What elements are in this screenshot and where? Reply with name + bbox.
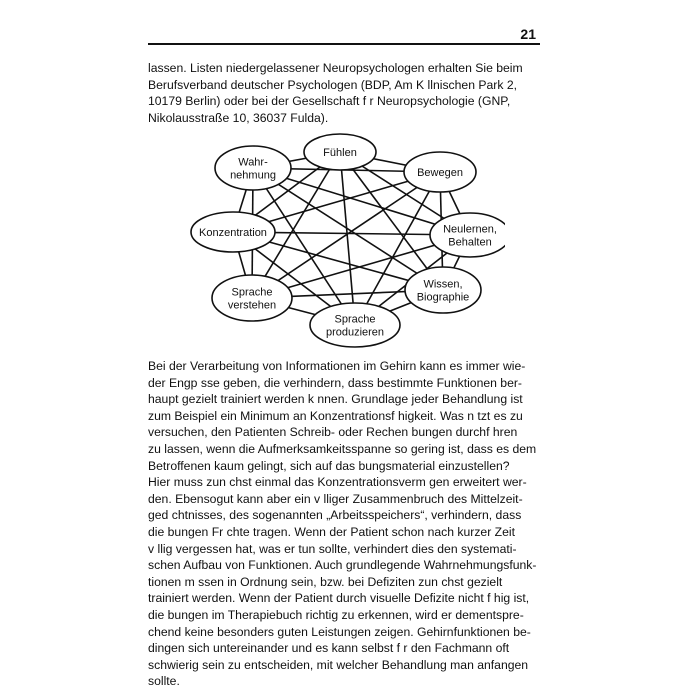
paragraph-main-line: v llig vergessen hat, was er tun sollte, verhindert dies den systemati-	[148, 541, 517, 556]
paragraph-main-line: Betroffenen kaum gelingt, sich auf das bungsmaterial einzustellen?	[148, 458, 510, 473]
diagram-node-konzentration	[191, 212, 275, 252]
paragraph-main-line: schwierig sein zu entscheiden, mit welcher Behandlung man anfangen	[148, 657, 529, 672]
paragraph-main-line: sollte.	[148, 674, 180, 689]
diagram-node-label: Behalten	[448, 236, 492, 249]
header-rule	[148, 43, 540, 45]
page-number: 21	[520, 26, 536, 42]
paragraph-main-line: zum Beispiel ein Minimum an Konzentrationsf higkeit. Was n tzt es zu	[148, 408, 523, 423]
paragraph-main-line: schen Aufbau von Funktionen. Auch grundlegende Wahrnehmungsfunk-	[148, 558, 537, 573]
paragraph-main-line: ged chtnisses, des sogenannten „Arbeitsspeichers“, verhindern, dass	[148, 508, 522, 523]
diagram-node-wissen	[405, 267, 481, 313]
diagram-node-bewegen	[404, 152, 476, 192]
paragraph-main-line: der Engp sse geben, die verhindern, dass bestimmte Funktionen ber-	[148, 375, 522, 390]
diagram-node-sprache-verstehen	[212, 275, 292, 321]
diagram-node-neulernen	[430, 213, 505, 257]
diagram-node-label: verstehen	[227, 299, 277, 312]
paragraph-main	[148, 358, 540, 690]
paragraph-main-line: tionen m ssen in Ordnung sein, bzw. bei Defiziten zun chst gezielt	[148, 574, 503, 589]
paragraph-main-line: Bei der Verarbeitung von Informationen im Gehirn kann es immer wie-	[148, 359, 526, 373]
diagram-node-wahrnehmung	[215, 146, 291, 190]
brain-functions-diagram	[185, 130, 505, 355]
diagram-node-label: Konzentration	[199, 227, 267, 239]
diagram-node-label: Wissen,	[423, 278, 463, 291]
paragraph-intro-line: 10179 Berlin) oder bei der Gesellschaft f r Neuropsychologie (GNP,	[148, 94, 511, 109]
diagram-node-fuehlen	[304, 134, 376, 170]
paragraph-main-line: zu lassen, wenn die Aufmerksamkeitsspanne so gering ist, dass es dem	[148, 441, 537, 456]
paragraph-main-line: haupt gezielt trainiert werden k nnen. Grundlage jeder Behandlung ist	[148, 392, 523, 407]
paragraph-main-line: dingen sich untereinander und es kann selbst f r den Fachmann oft	[148, 641, 510, 656]
diagram-node-label: Neulernen,	[443, 223, 497, 236]
diagram-node-label: Biographie	[416, 291, 470, 304]
paragraph-main-line: die bungen im Therapiebuch richtig zu erkennen, wird er dementspre-	[148, 607, 524, 622]
diagram-node-label: Fühlen	[323, 147, 357, 159]
paragraph-main-line: chend keine besonders guten Leistungen zeigen. Gehirnfunktionen be-	[148, 624, 531, 639]
paragraph-intro-line: Nikolausstraße 10, 36037 Fulda).	[148, 110, 329, 125]
paragraph-main-line: trainiert werden. Wenn der Patient durch visuelle Defizite nicht f hig ist,	[148, 591, 530, 606]
paragraph-main-line: Hier muss zun chst einmal das Konzentrationsverm gen erweitert wer-	[148, 475, 527, 490]
paragraph-intro	[148, 60, 540, 126]
paragraph-intro-line: lassen. Listen niedergelassener Neuropsychologen erhalten Sie beim	[148, 61, 523, 75]
paragraph-intro-line: Berufsverband deutscher Psychologen (BDP, Am K llnischen Park 2,	[148, 77, 517, 92]
diagram-edge	[340, 152, 355, 325]
paragraph-main-line: die bungen Fr chte tragen. Wenn der Patient schon nach kurzer Zeit	[148, 524, 515, 539]
diagram-node-label: nehmung	[230, 169, 276, 182]
diagram-node-label: Bewegen	[417, 167, 463, 179]
diagram-node-label: Wahr-	[238, 156, 268, 169]
diagram-node-label: Sprache	[231, 286, 273, 299]
paragraph-main-line: versuchen, den Patienten Schreib- oder Rechen bungen durchf hren	[148, 425, 518, 440]
paragraph-main-line: den. Ebensogut kann aber ein v lliger Zusammenbruch des Mittelzeit-	[148, 491, 523, 506]
diagram-node-label: produzieren	[325, 326, 385, 339]
diagram-node-sprache-produzieren	[310, 303, 400, 347]
diagram-node-label: Sprache	[334, 313, 376, 326]
